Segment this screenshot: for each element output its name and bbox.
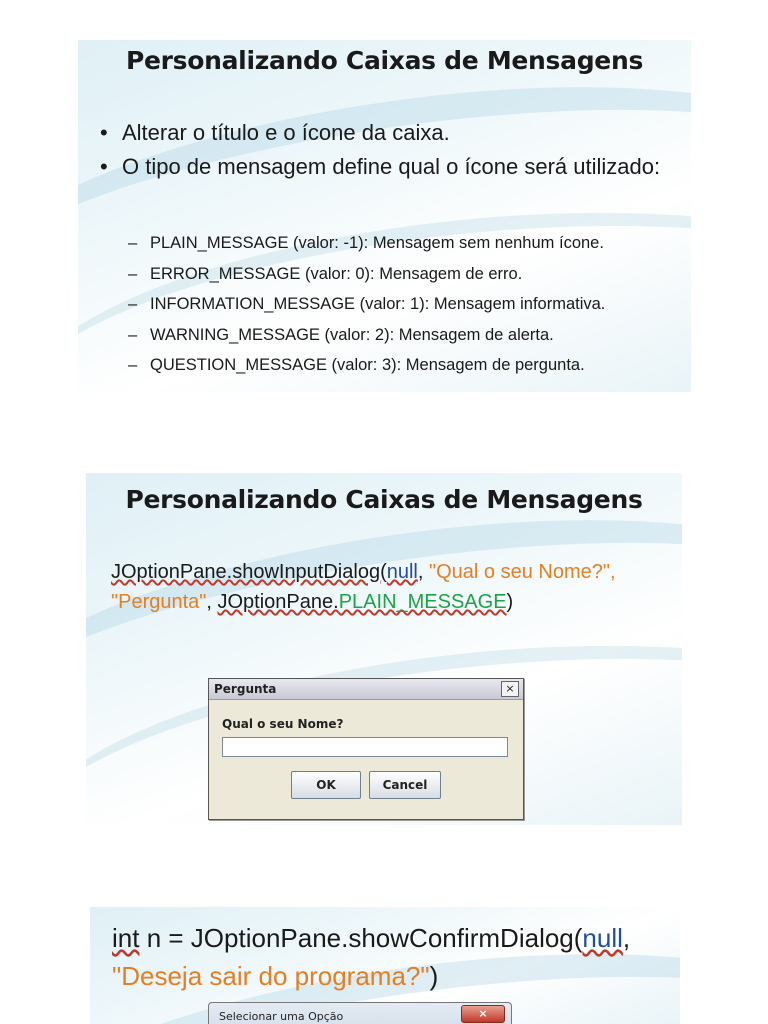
dialog-title: Selecionar uma Opção xyxy=(219,1010,344,1023)
bullet-item: • O tipo de mensagem define qual o ícone será utilizado: xyxy=(100,154,661,179)
name-input[interactable] xyxy=(222,737,508,757)
slide-confirm-dialog xyxy=(90,907,680,1024)
message-type-list xyxy=(128,228,688,381)
confirm-dialog xyxy=(208,1002,512,1024)
ok-button[interactable]: OK xyxy=(291,771,361,799)
message-type-item: – QUESTION_MESSAGE (valor: 3): Mensagem de pergunta. xyxy=(128,356,585,374)
close-icon[interactable]: × xyxy=(461,1005,505,1023)
cancel-button[interactable]: Cancel xyxy=(369,771,441,799)
slide-title: Personalizando Caixas de Mensagens xyxy=(125,485,643,514)
input-dialog xyxy=(208,678,524,820)
code-snippet: int n = JOptionPane.showConfirmDialog(null, "Deseja sair do programa?") xyxy=(112,923,631,991)
slide-input-dialog xyxy=(86,473,682,825)
code-snippet: JOptionPane.showInputDialog(null, "Qual o seu Nome?", "Pergunta", JOptionPane.PLAIN_MESSAGE) xyxy=(111,561,616,613)
bullet-item: • Alterar o título e o ícone da caixa. xyxy=(100,120,450,145)
message-type-item: – ERROR_MESSAGE (valor: 0): Mensagem de erro. xyxy=(128,264,523,283)
message-type-item: – PLAIN_MESSAGE (valor: -1): Mensagem sem nenhum ícone. xyxy=(128,234,604,252)
slide-message-types xyxy=(78,40,691,392)
message-type-item: – INFORMATION_MESSAGE (valor: 1): Mensagem informativa. xyxy=(128,295,606,313)
message-type-item: – WARNING_MESSAGE (valor: 2): Mensagem de alerta. xyxy=(128,325,554,344)
bullet-list xyxy=(98,116,688,184)
dialog-title: Pergunta xyxy=(214,682,277,696)
dialog-prompt: Qual o seu Nome? xyxy=(222,717,344,731)
slide-title: Personalizando Caixas de Mensagens xyxy=(125,46,644,75)
close-icon[interactable]: × xyxy=(501,681,519,697)
